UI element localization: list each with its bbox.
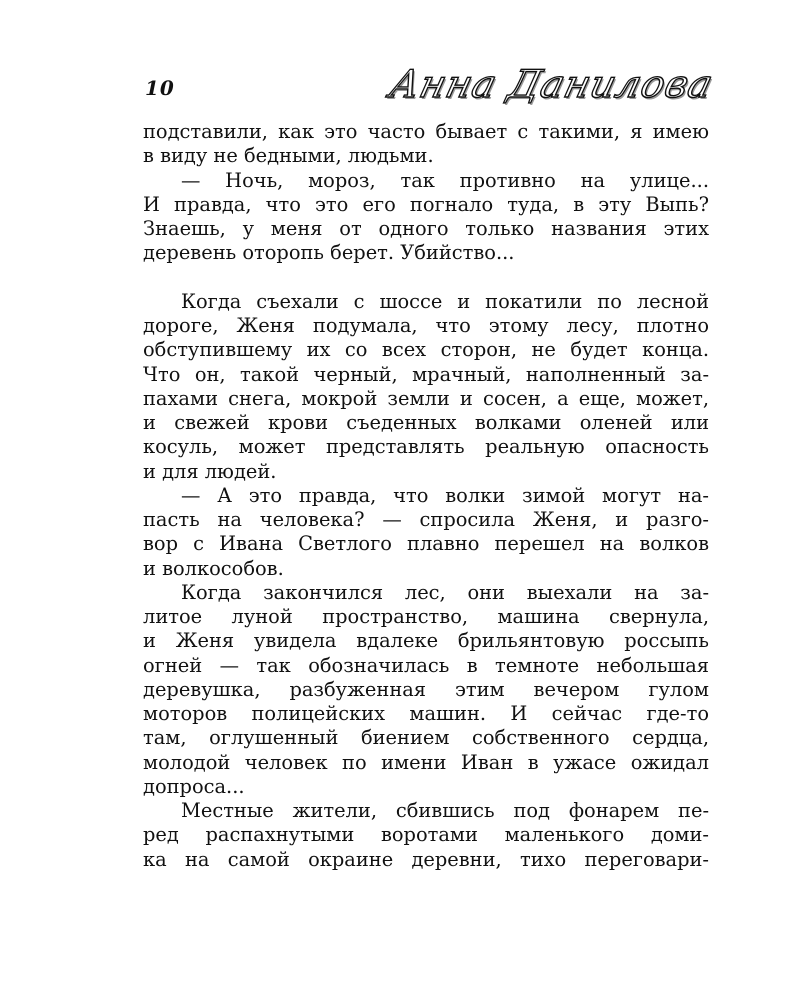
section-break xyxy=(143,266,709,290)
text-line: деревень оторопь берет. Убийство... xyxy=(143,241,515,265)
text-line: дороге, Женя подумала, что этому лесу, плотно xyxy=(143,314,709,337)
text-line: деревушка, разбуженная этим вечером гулом xyxy=(143,677,709,701)
text-line: косуль, может представлять реальную опасность xyxy=(143,435,709,459)
text-line: допроса... xyxy=(143,774,245,798)
text-line: обступившему их со всех сторон, не будет конца. xyxy=(143,338,709,362)
text-line: моторов полицейских машин. И сейчас где-то xyxy=(143,702,709,725)
text-line: Когда съехали с шоссе и покатили по лесной xyxy=(181,289,709,313)
text-line: литое луной пространство, машина свернула, xyxy=(143,605,709,628)
text-line: огней — так обозначилась в темноте небольшая xyxy=(143,653,709,677)
text-line: пахами снега, мокрой земли и сосен, а еще, может, xyxy=(143,386,709,410)
text-line: пасть на человека? — спросила Женя, и разго- xyxy=(143,508,709,531)
text-line: ред распахнутыми воротами маленького доми- xyxy=(143,823,709,847)
text-line: и Женя увидела вдалеке брильянтовую россыпь xyxy=(143,629,709,653)
text-line: и свежей крови съеденных волками оленей или xyxy=(143,411,709,434)
page-number: 10 xyxy=(145,76,175,100)
running-head-author: Анна Данилова xyxy=(385,62,718,106)
text-line: Местные жители, сбившись под фонарем пе- xyxy=(181,799,709,822)
text-line: ка на самой окраине деревни, тихо переговари- xyxy=(143,847,709,871)
body-text xyxy=(143,120,709,872)
text-line: И правда, что это его погнало туда, в эту Выпь? xyxy=(143,192,709,216)
text-line: — Ночь, мороз, так противно на улице... xyxy=(181,168,709,192)
text-line: Что он, такой черный, мрачный, наполненный за- xyxy=(143,362,709,386)
text-line: Когда закончился лес, они выехали на за- xyxy=(181,580,709,604)
text-line: — А это правда, что волки зимой могут на- xyxy=(181,483,709,507)
text-line: вор с Ивана Светлого плавно перешел на волков xyxy=(143,532,709,556)
text-line: там, оглушенный биением собственного сердца, xyxy=(143,726,709,750)
text-line: молодой человек по имени Иван в ужасе ожидал xyxy=(143,750,709,774)
text-line: в виду не бедными, людьми. xyxy=(143,144,434,168)
text-line: Знаешь, у меня от одного только названия этих xyxy=(143,217,709,240)
text-line: и для людей. xyxy=(143,459,277,483)
text-line: подставили, как это часто бывает с такими, я имею xyxy=(143,120,709,143)
text-line: и волкособов. xyxy=(143,556,284,580)
